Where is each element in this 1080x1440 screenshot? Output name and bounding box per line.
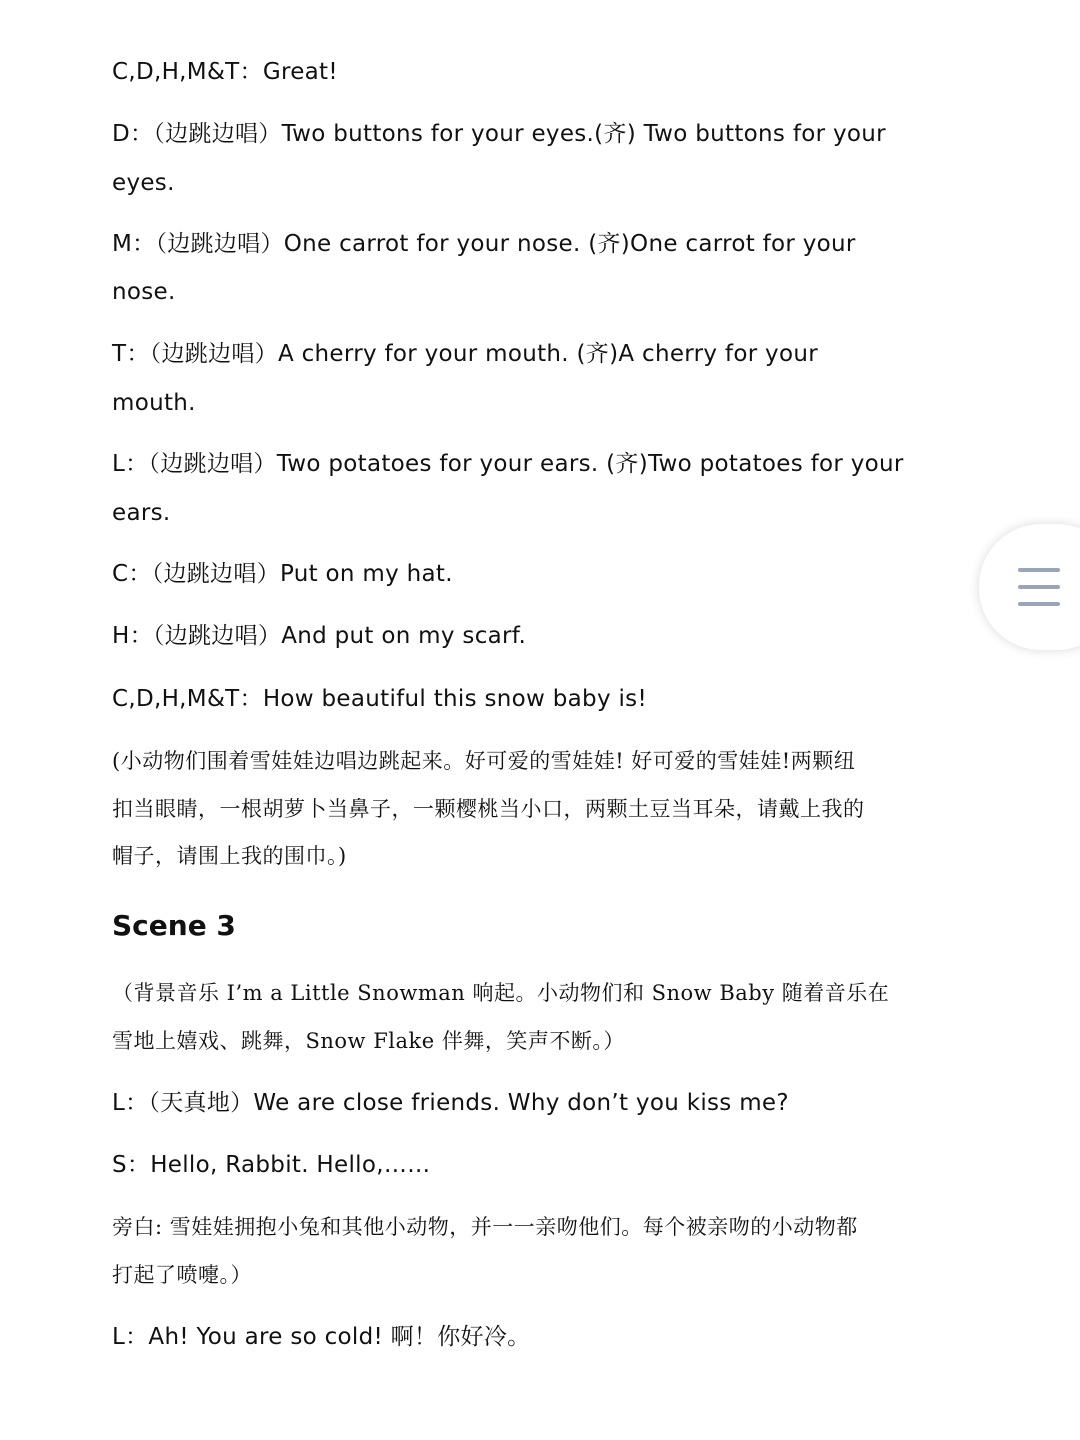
stage-direction-line: （背景音乐 I’m a Little Snowman 响起。小动物们和 Snow Baby 随着音乐在 — [112, 981, 890, 1005]
dialogue-line: ears. — [112, 500, 171, 526]
narration-line: 打起了喷嚏。） — [112, 1263, 252, 1287]
stage-direction-line: (小动物们围着雪娃娃边唱边跳起来。好可爱的雪娃娃! 好可爱的雪娃娃!两颗纽 — [112, 749, 856, 773]
stage-direction-line: 帽子，请围上我的围巾。) — [112, 844, 347, 868]
stage-direction-line: 雪地上嬉戏、跳舞，Snow Flake 伴舞，笑声不断。） — [112, 1029, 625, 1053]
dialogue-line: L：（天真地）We are close friends. Why don’t you kiss me? — [112, 1090, 789, 1116]
dialogue-line: L：（边跳边唱）Two potatoes for your ears. (齐)Two potatoes for your — [112, 451, 904, 477]
dialogue-line: L：Ah! You are so cold! 啊！你好冷。 — [112, 1324, 531, 1350]
stage-direction-line: 扣当眼睛，一根胡萝卜当鼻子，一颗樱桃当小口，两颗土豆当耳朵，请戴上我的 — [112, 797, 865, 821]
dialogue-line: C,D,H,M&T：How beautiful this snow baby is! — [112, 686, 647, 712]
dialogue-line: mouth. — [112, 390, 196, 416]
narration-line: 旁白: 雪娃娃拥抱小兔和其他小动物，并一一亲吻他们。每个被亲吻的小动物都 — [112, 1215, 858, 1239]
scene-heading: Scene 3 — [112, 909, 236, 942]
dialogue-line: S：Hello, Rabbit. Hello,…… — [112, 1152, 431, 1178]
dialogue-line: T：（边跳边唱）A cherry for your mouth. (齐)A cherry for your — [112, 341, 818, 367]
dialogue-line: nose. — [112, 279, 176, 305]
dialogue-line: C,D,H,M&T：Great! — [112, 59, 338, 85]
dialogue-line: D：（边跳边唱）Two buttons for your eyes.(齐) Two buttons for your — [112, 121, 886, 147]
dialogue-line: M：（边跳边唱）One carrot for your nose. (齐)One carrot for your — [112, 231, 856, 257]
dialogue-line: eyes. — [112, 170, 175, 196]
dialogue-line: H：（边跳边唱）And put on my scarf. — [112, 623, 527, 649]
menu-button[interactable] — [978, 523, 1080, 651]
hamburger-menu-icon — [1018, 568, 1060, 606]
dialogue-line: C：（边跳边唱）Put on my hat. — [112, 561, 453, 587]
